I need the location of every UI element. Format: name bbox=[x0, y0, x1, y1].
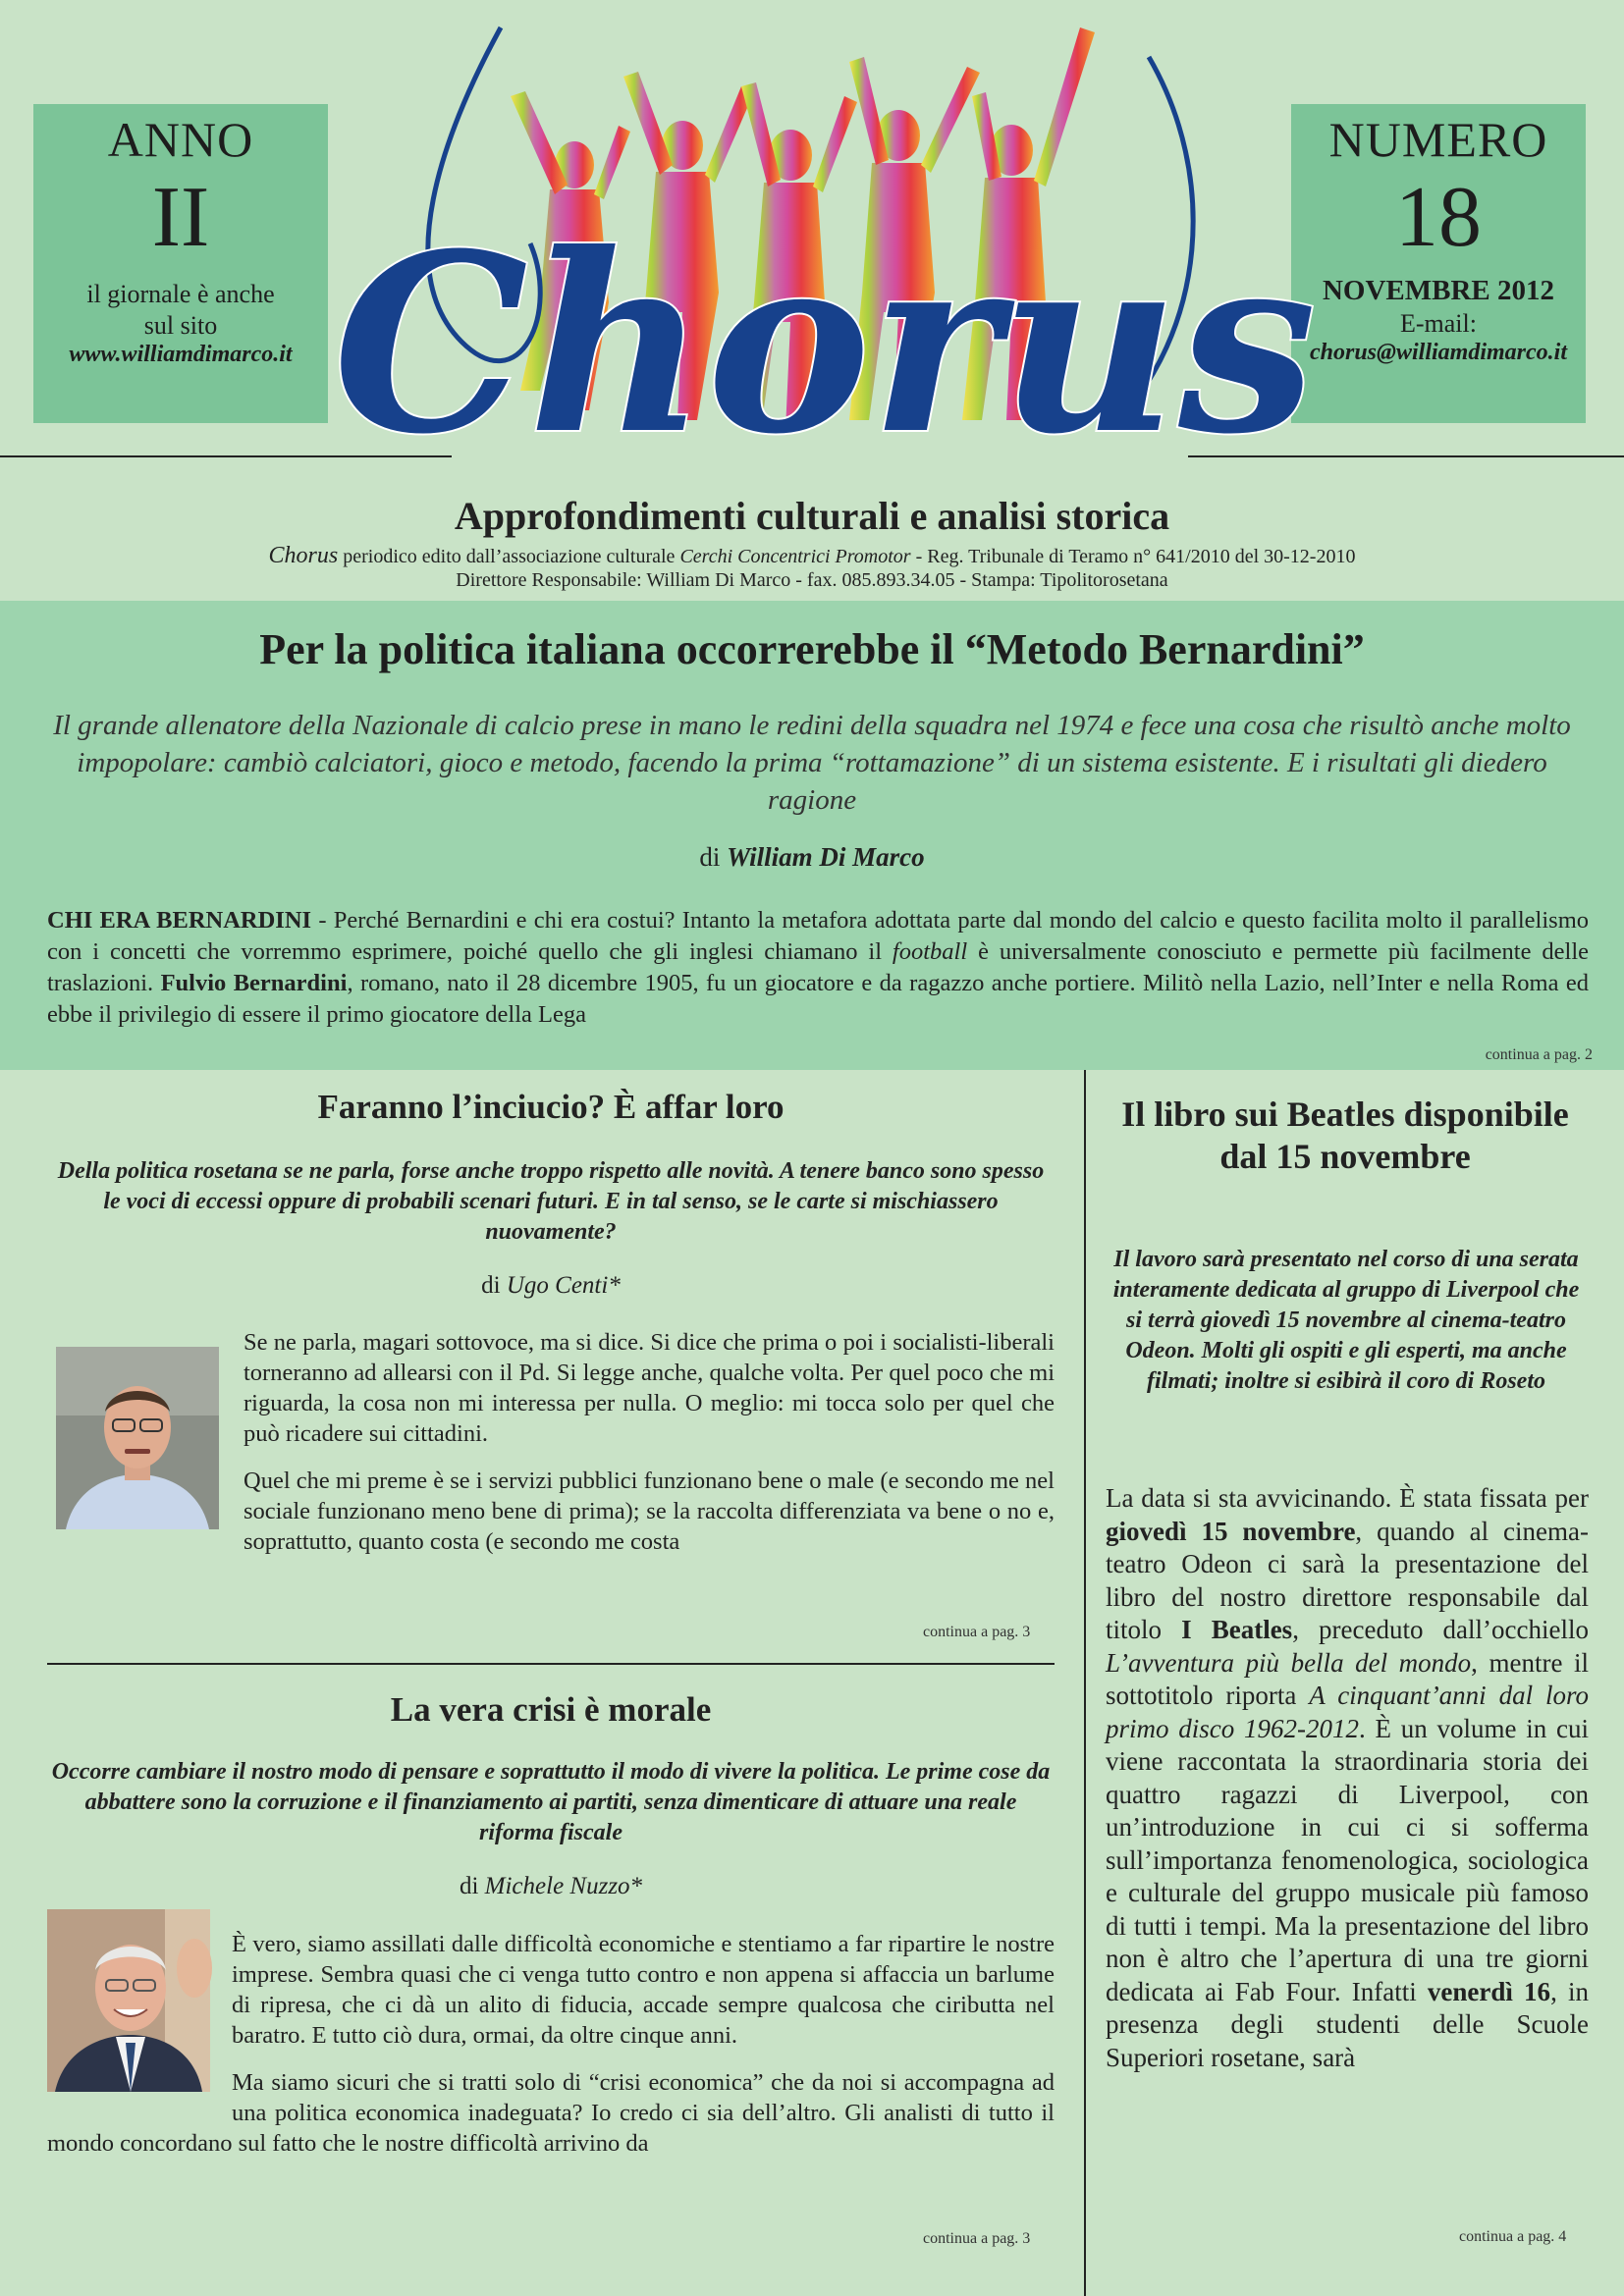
imprint-text-b: - Reg. Tribunale di Teramo n° 641/2010 del 30-12-2010 bbox=[910, 546, 1356, 567]
article1-title: Faranno l’inciucio? È affar loro bbox=[317, 1088, 785, 1126]
article3-title: Il libro sui Beatles disponibile dal 15 novembre bbox=[1121, 1095, 1569, 1176]
article2-body bbox=[47, 1929, 1055, 2175]
lead-headline: Per la politica italiana occorrerebbe il “Metodo Bernardini” bbox=[259, 625, 1365, 673]
lead-byline: di William Di Marco bbox=[699, 842, 925, 872]
chorus-logo bbox=[333, 18, 1317, 488]
article2-continue-link[interactable]: continua a pag. 3 bbox=[923, 2230, 1031, 2247]
issue-date: NOVEMBRE 2012 bbox=[1322, 275, 1555, 306]
article1-byline: di Ugo Centi* bbox=[481, 1272, 621, 1299]
lead-continue-link[interactable]: continua a pag. 2 bbox=[1485, 1046, 1593, 1063]
anno-label: ANNO bbox=[107, 112, 254, 167]
site-link[interactable]: www.williamdimarco.it bbox=[69, 342, 293, 367]
lead-body: CHI ERA BERNARDINI - Perché Bernardini e chi era costui? Intanto la metafora adottata parte dal mondo del calcio e questo facilita molto il parallelismo con i concetti che vorremmo esprimere, poiché quello che gli inglesi chiamano il football è universalmente conosciuto e permette più facilmente delle traslazioni. Fulvio Bernardini, romano, nato il 28 dicembre 1905, fu un giocatore e da ragazzo anche portiere. Militò nella Lazio, nell’Inter e nella Roma ed ebbe il privilegio di essere il primo giocatore della Lega bbox=[47, 907, 1590, 1028]
lead-lede: CHI ERA BERNARDINI bbox=[47, 907, 312, 934]
article1-subtitle: Della politica rosetana se ne parla, forse anche troppo rispetto alle novità. A tenere banco sono spesso le voci di eccessi oppure di probabili scenari futuri. E in tal senso, se le carte si mischiassero nuovamente? bbox=[57, 1158, 1045, 1245]
article1-author: Ugo Centi* bbox=[506, 1272, 621, 1299]
article1-paragraph-2: Quel che mi preme è se i servizi pubblici funzionano bene o male (e secondo me nel sociale funzionano meno bene di prima); se la raccolta differenziata va bene o no e, soprattutto, quanto costa (e secondo me costa bbox=[244, 1468, 1055, 1555]
article3-body: La data si sta avvicinando. È stata fissata per giovedì 15 novembre, quando al cinema-teatro Odeon ci sarà la presentazione del libro del nostro direttore responsabile dal titolo I Beatles, preceduto dall’occhiello L’avventura più bella del mondo, mentre il sottotitolo riporta A cinquant’anni dal loro primo disco 1962-2012. È un volume in cui viene raccontata la straordinaria storia dei quattro ragazzi di Liverpool, con un’introduzione in cui ci si sofferma sull’importanza fenomenologica, sociologica e culturale del gruppo musicale più famoso di tutti i tempi. Ma la presentazione del libro non è altro che l’apertura di una tre giorni dedicata ai Fab Four. Infatti venerdì 16, in presenza degli studenti delle Scuole Superiori rosetane, sarà bbox=[1106, 1483, 1590, 2072]
article3-continue-link[interactable]: continua a pag. 4 bbox=[1459, 2228, 1567, 2245]
lead-subheadline: Il grande allenatore della Nazionale di calcio prese in mano le redini della squadra nel 1974 e fece una cosa che risultò anche molto impopolare: cambiò calciatori, gioco e metodo, facendo la prima “rottamazione” di un sistema esistente. E i risultati gli diedero ragione bbox=[53, 710, 1571, 816]
lead-author: William Di Marco bbox=[727, 842, 925, 872]
site-note-line1: il giornale è anche bbox=[86, 280, 275, 308]
anno-value: II bbox=[151, 170, 210, 265]
imprint-org: Cerchi Concentrici Promotor bbox=[679, 546, 911, 567]
article-divider bbox=[47, 1663, 1055, 1665]
numero-label: NUMERO bbox=[1328, 112, 1548, 167]
article3-subtitle: Il lavoro sarà presentato nel corso di una serata interamente dedicata al gruppo di Liverpool che si terrà giovedì 15 novembre al cinema-teatro Odeon. Molti gli ospiti e gli esperti, ma anche filmati; inoltre si esibirà il coro di Roseto bbox=[1112, 1247, 1580, 1394]
imprint-line-1 bbox=[0, 543, 1624, 569]
column-divider bbox=[1084, 1070, 1086, 2296]
imprint-name: Chorus bbox=[268, 543, 339, 568]
email-label: E-mail: bbox=[1400, 309, 1477, 338]
logo-wordmark: Chorus bbox=[333, 199, 1317, 488]
tagline: Approfondimenti culturali e analisi storica bbox=[454, 494, 1170, 538]
article2-byline: di Michele Nuzzo* bbox=[459, 1873, 643, 1899]
article2-author: Michele Nuzzo* bbox=[484, 1873, 643, 1899]
numero-box bbox=[1291, 104, 1586, 423]
article1-continue-link[interactable]: continua a pag. 3 bbox=[923, 1624, 1031, 1640]
numero-value: 18 bbox=[1395, 170, 1482, 265]
email-link[interactable]: chorus@williamdimarco.it bbox=[1309, 340, 1567, 365]
imprint-text-a: periodico edito dall’associazione culturale bbox=[338, 546, 680, 567]
article2-title: La vera crisi è morale bbox=[390, 1690, 712, 1729]
article1-body bbox=[47, 1327, 1055, 1574]
imprint-line-2: Direttore Responsabile: William Di Marco - fax. 085.893.34.05 - Stampa: Tipolitorosetana bbox=[456, 569, 1168, 591]
article2-paragraph-1: È vero, siamo assillati dalle difficoltà economiche e stentiamo a far ripartire le nostre imprese. Sembra quasi che ci venga tutto contro e non appena si affaccia un barlume di ripresa, che ci dà un alito di fiducia, accade sempre qualcosa che ciributta nel baratro. E tutto ciò dura, ormai, da oltre cinque anni. bbox=[232, 1931, 1055, 2049]
anno-box bbox=[33, 104, 328, 423]
article2-subtitle: Occorre cambiare il nostro modo di pensare e soprattutto il modo di vivere la politica. Le prime cose da abbattere sono la corruzione e il finanziamento ai partiti, senza dimenticare di attuare una reale riforma fiscale bbox=[51, 1759, 1051, 1845]
article2-paragraph-2: Ma siamo sicuri che si tratti solo di “crisi economica” che da noi si accompagna ad una politica economica inadeguata? Io credo ci sia dell’altro. Gli analisti di tutto il mondo concordano sul fatto che le nostre difficoltà arrivino da bbox=[47, 2069, 1055, 2157]
article1-paragraph-1: Se ne parla, magari sottovoce, ma si dice. Si dice che prima o poi i socialisti-liberali torneranno ad allearsi con il Pd. Si legge anche, qualche volta. Per quel poco che mi riguarda, la cosa non mi interessa per nulla. O meglio: mi tocca solo per quel che può ricadere sui cittadini. bbox=[244, 1329, 1055, 1447]
site-note-line2: sul sito bbox=[143, 311, 218, 340]
